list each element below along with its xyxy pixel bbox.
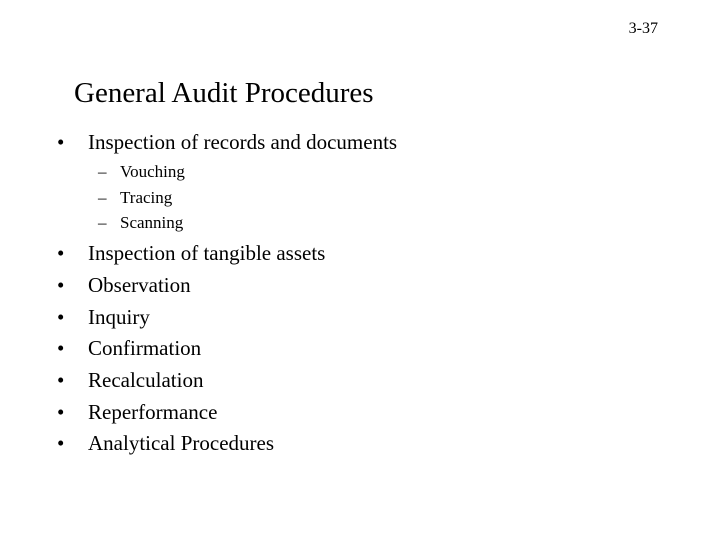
slide-number: 3-37 xyxy=(628,20,658,37)
bullet-text: Confirmation xyxy=(88,336,202,360)
bullet-item xyxy=(57,400,217,425)
sub-bullet-item xyxy=(98,213,183,233)
bullet-marker: • xyxy=(57,336,65,360)
bullet-text: Reperformance xyxy=(88,400,218,424)
sub-bullet-item xyxy=(98,162,185,182)
bullet-text: Recalculation xyxy=(88,368,204,392)
bullet-text: Inquiry xyxy=(88,305,150,329)
bullet-item xyxy=(57,130,397,155)
bullet-marker: • xyxy=(57,368,65,392)
bullet-item xyxy=(57,305,150,330)
dash-marker: – xyxy=(98,213,107,232)
sub-bullet-text: Tracing xyxy=(120,188,173,207)
bullet-item xyxy=(57,368,203,393)
bullet-item xyxy=(57,273,191,298)
bullet-item xyxy=(57,336,201,361)
dash-marker: – xyxy=(98,162,107,181)
sub-bullet-text: Vouching xyxy=(120,162,185,181)
sub-bullet-text: Scanning xyxy=(120,213,184,232)
bullet-marker: • xyxy=(57,400,65,424)
bullet-text: Inspection of tangible assets xyxy=(88,241,326,265)
bullet-item xyxy=(57,431,274,456)
bullet-marker: • xyxy=(57,431,65,455)
bullet-marker: • xyxy=(57,273,65,297)
bullet-marker: • xyxy=(57,241,65,265)
bullet-text: Observation xyxy=(88,273,191,297)
bullet-item xyxy=(57,241,325,266)
sub-bullet-item xyxy=(98,188,172,208)
slide-title: General Audit Procedures xyxy=(74,77,374,109)
bullet-text: Analytical Procedures xyxy=(88,431,275,455)
dash-marker: – xyxy=(98,188,107,207)
bullet-marker: • xyxy=(57,130,65,154)
bullet-marker: • xyxy=(57,305,65,329)
bullet-text: Inspection of records and documents xyxy=(88,130,398,154)
